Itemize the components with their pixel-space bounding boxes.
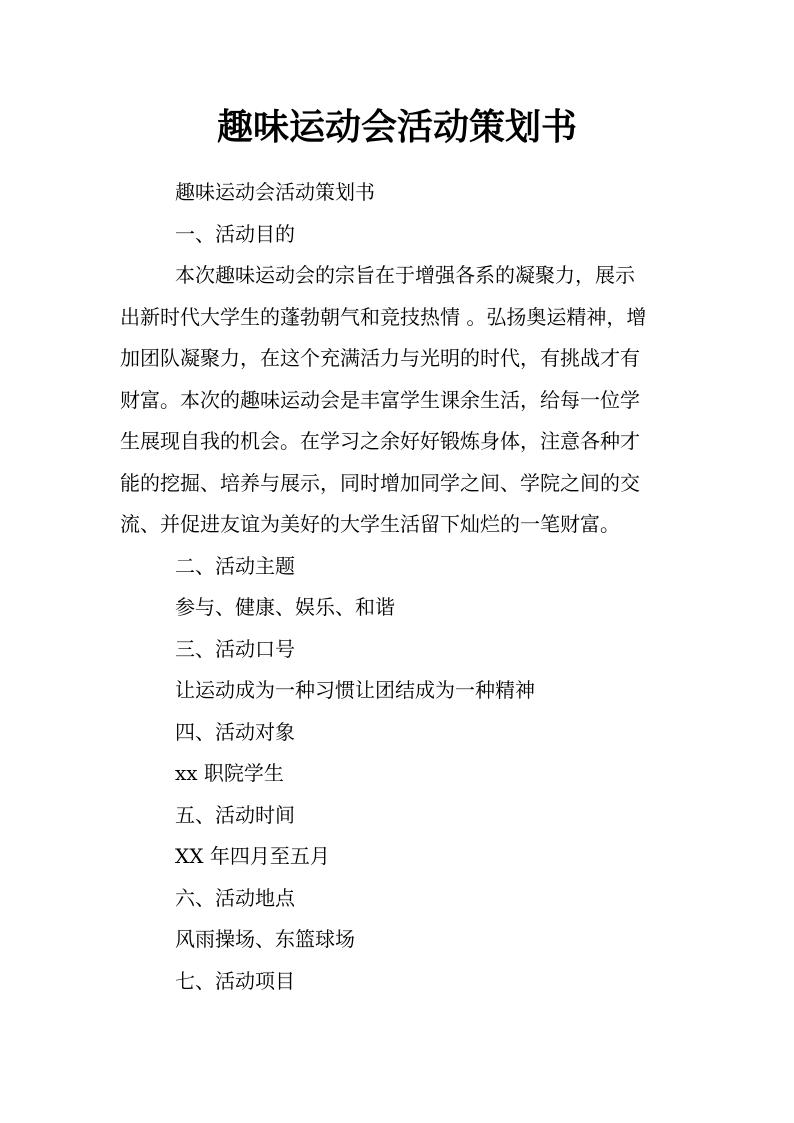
section-content-theme: 参与、健康、娱乐、和谐 bbox=[175, 595, 395, 619]
purpose-paragraph-line: 流、并促进友谊为美好的大学生活留下灿烂的一笔财富。 bbox=[120, 512, 620, 536]
section-heading-time: 五、活动时间 bbox=[175, 802, 295, 827]
purpose-paragraph-line: 本次趣味运动会的宗旨在于增强各系的凝聚力，展示 bbox=[175, 263, 635, 287]
section-content-location: 风雨操场、东篮球场 bbox=[175, 927, 355, 951]
subtitle: 趣味运动会活动策划书 bbox=[175, 180, 375, 204]
purpose-paragraph-line: 能的挖掘、培养与展示，同时增加同学之间、学院之间的交 bbox=[120, 470, 640, 495]
document-title: 趣味运动会活动策划书 bbox=[216, 106, 577, 148]
section-heading-slogan: 三、活动口号 bbox=[175, 636, 295, 661]
section-content-slogan: 让运动成为一种习惯让团结成为一种精神 bbox=[175, 678, 535, 702]
section-heading-audience: 四、活动对象 bbox=[175, 719, 295, 744]
purpose-paragraph-line: 财富。本次的趣味运动会是丰富学生课余生活，给每一位学 bbox=[120, 387, 640, 412]
section-heading-location: 六、活动地点 bbox=[175, 885, 295, 910]
document-body bbox=[120, 172, 676, 1002]
section-heading-theme: 二、活动主题 bbox=[175, 553, 295, 578]
section-content-audience: xx 职院学生 bbox=[175, 761, 284, 785]
purpose-paragraph-line: 生展现自我的机会。在学习之余好好锻炼身体，注意各种才 bbox=[120, 429, 640, 453]
section-content-time: XX 年四月至五月 bbox=[175, 844, 330, 868]
section-heading-purpose: 一、活动目的 bbox=[175, 221, 295, 246]
purpose-paragraph-line: 出新时代大学生的蓬勃朝气和竞技热情 。弘扬奥运精神，增 bbox=[120, 304, 647, 329]
section-heading-events: 七、活动项目 bbox=[175, 968, 295, 993]
purpose-paragraph-line: 加团队凝聚力，在这个充满活力与光明的时代，有挑战才有 bbox=[120, 346, 640, 370]
